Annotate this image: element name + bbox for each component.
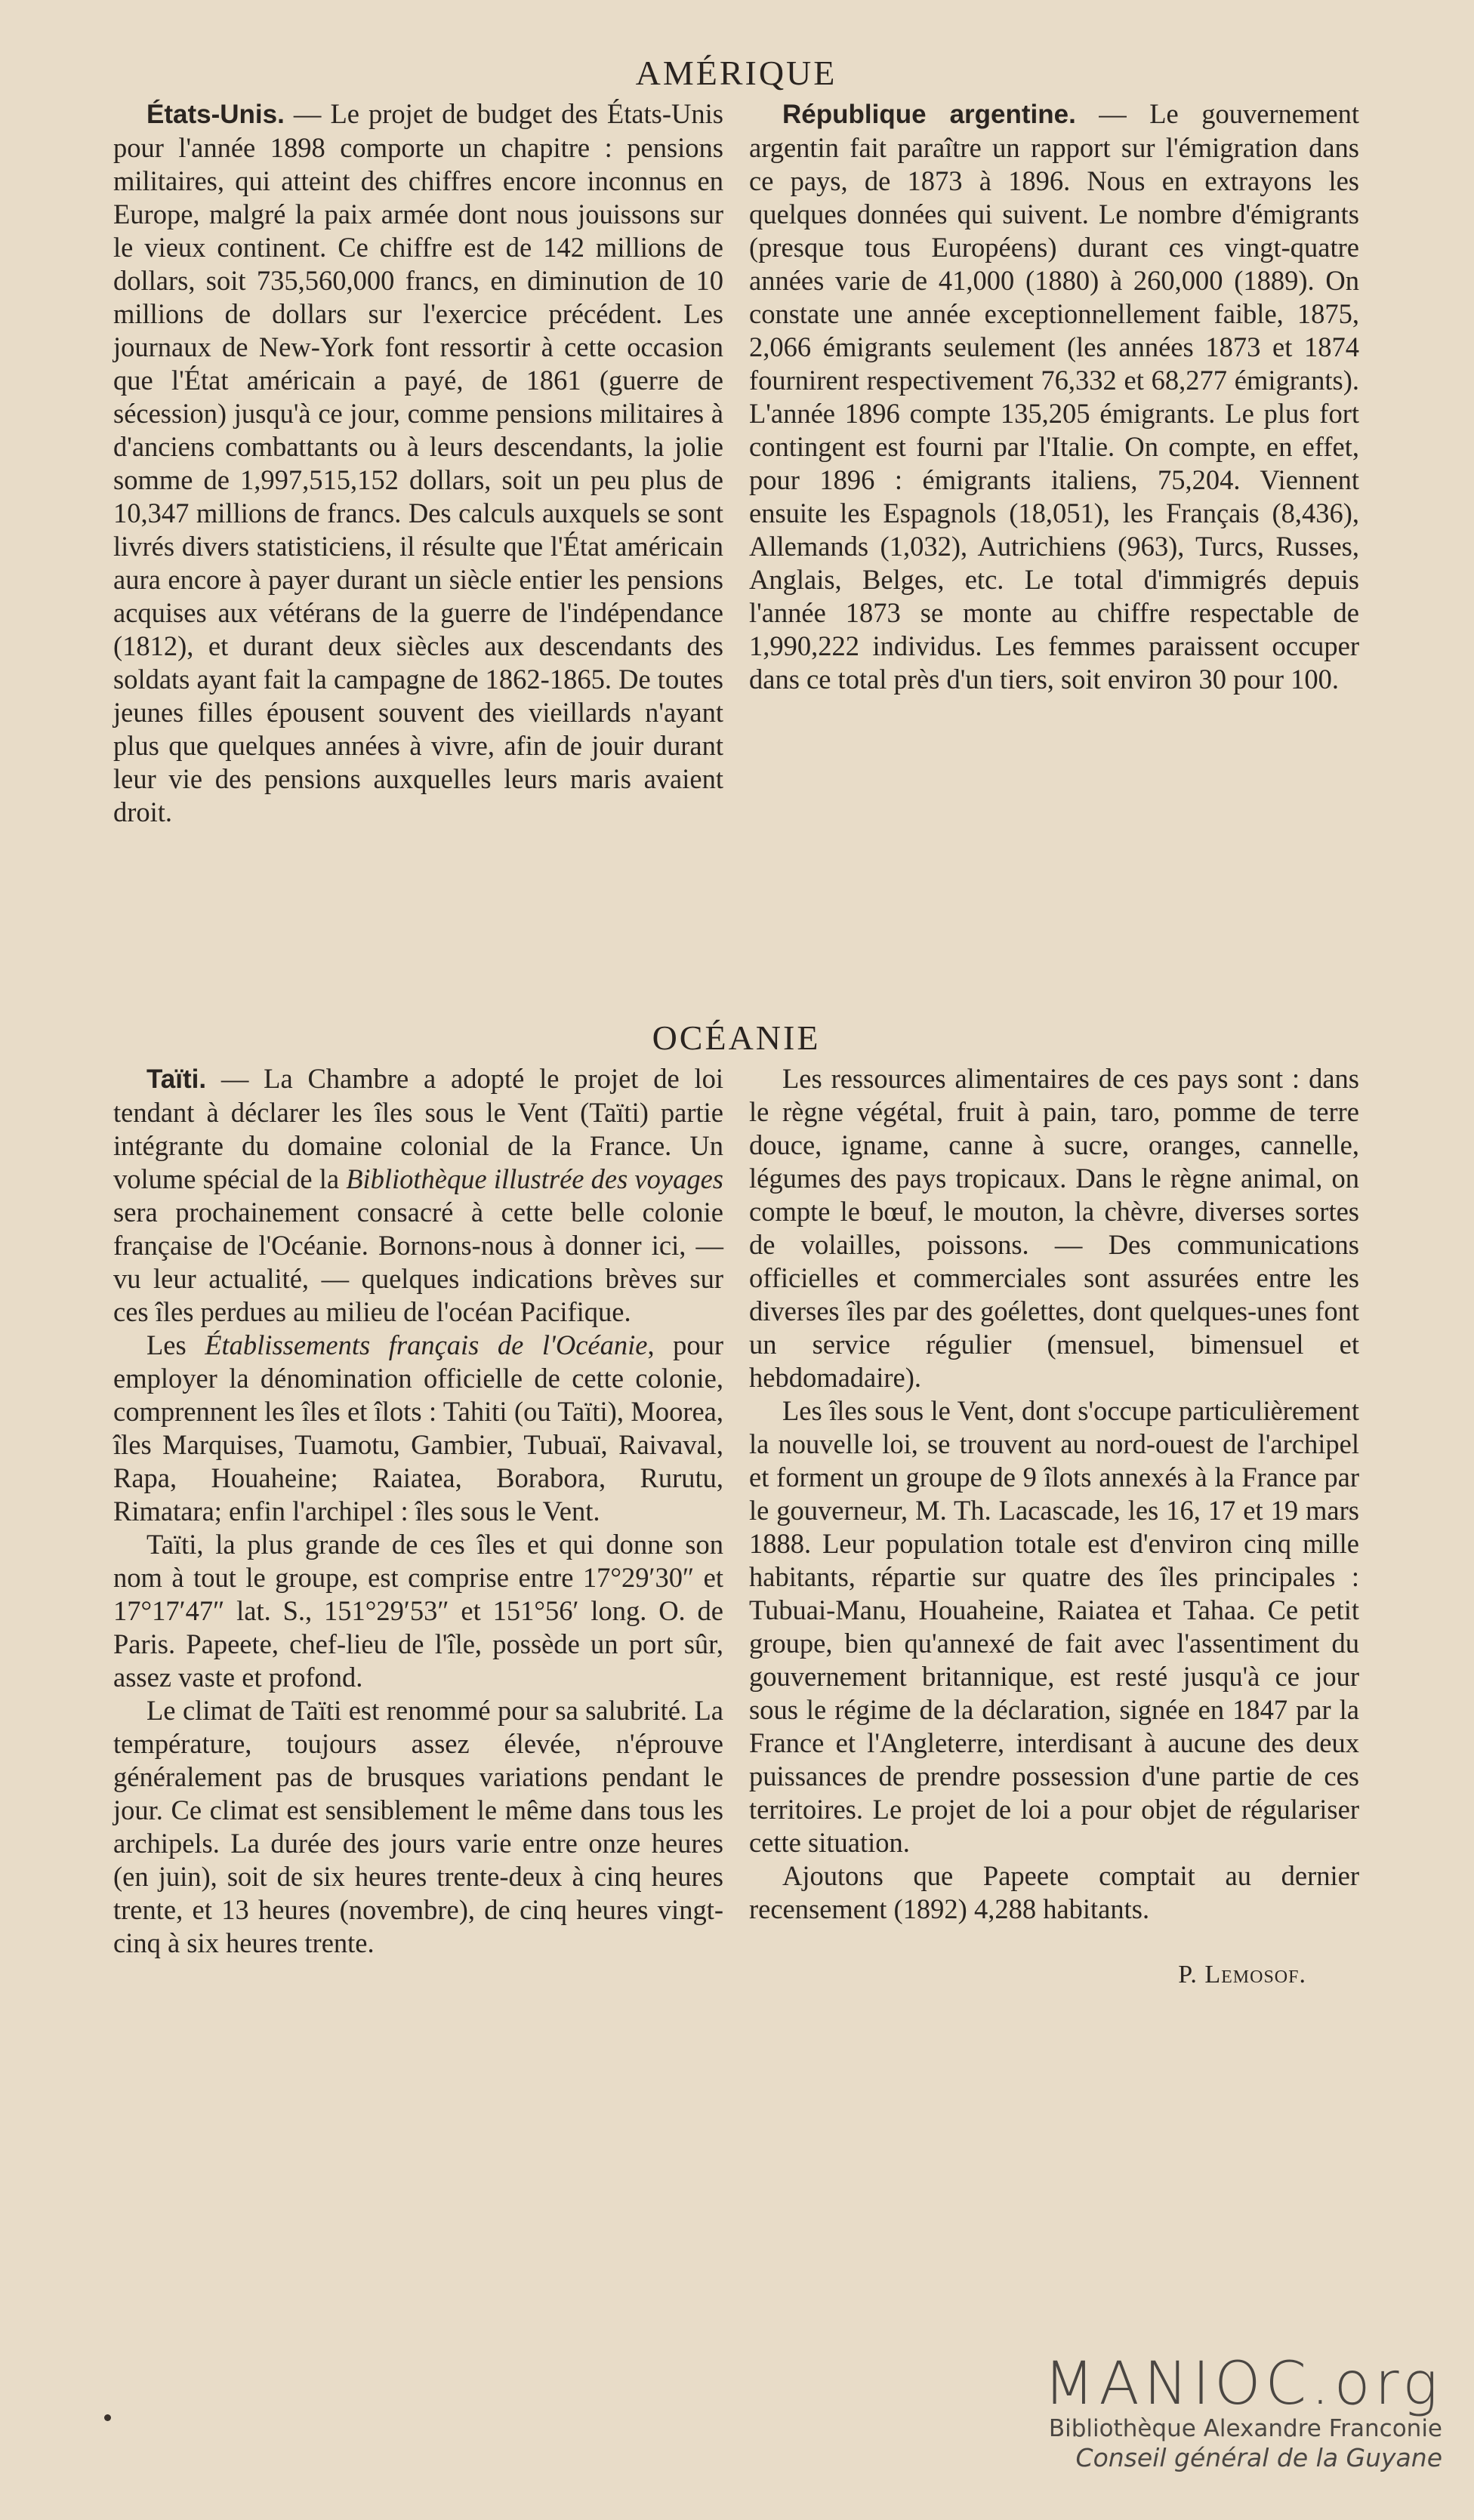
lead-taiti: Taïti. — [146, 1064, 207, 1094]
section-heading-amerique: AMÉRIQUE — [635, 54, 837, 92]
section-heading-oceanie: OCÉANIE — [652, 1018, 821, 1057]
text-etats-unis: — Le projet de budget des États-Unis pour l'année 1898 comporte un chapitre : pensions militaires, qui atteint des chiffres encore inconnus en Europe, malgré la paix armée dont nous jouissons sur le vieux continent. Ce chiffre est de 142 millions de dollars, soit 735,560,000 francs, en diminution de 10 millions de dollars sur l'exercice précédent. Les journaux de New-York font ressortir à cette occasion que l'État américain a payé, de 1861 (guerre de sécession) jusqu'à ce jour, comme pensions militaires à d'anciens combattants ou à leurs descendants, la jolie somme de 1,997,515,152 dollars, soit un peu plus de 10,347 millions de francs. Des calculs auxquels se sont livrés divers statisticiens, il résulte que l'État américain aura encore à payer durant un siècle entier les pensions acquises aux vétérans de la guerre de l'indépendance (1812), et durant deux siècles aux descendants des soldats ayant fait la campagne de 1862-1865. De toutes jeunes filles épousent souvent des vieillards n'ayant plus que quelques années à vivre, afin de jouir durant leur vie des pensions auxquelles leurs maris avaient droit. — [113, 98, 723, 827]
paragraph-etats-unis — [113, 97, 723, 829]
watermark-library: Bibliothèque Alexandre Franconie — [1048, 2415, 1442, 2442]
paragraph-papeete: Ajoutons que Papeete comptait au dernier recensement (1892) 4,288 habitants. — [749, 1860, 1359, 1924]
text-argentine: — Le gouvernement argentin fait paraître un rapport sur l'émigration dans ce pays, de 1873 à 1896. Nous en extrayons les quelques données qui suivent. Le nombre d'émigrants (presque tous Européens) durant ces vingt-quatre années varie de 41,000 (1880) à 260,000 (1889). On constate une année exceptionnellement faible, 1875, 2,066 émigrants seulement (les années 1873 et 1874 fournirent respectivement 76,332 et 68,277 émigrants). L'année 1896 compte 135,205 émigrants. Le plus fort contingent est fourni par l'Italie. On compte, en effet, pour 1896 : émigrants italiens, 75,204. Viennent ensuite les Espagnols (18,051), les Français (8,436), Allemands (1,032), Autrichiens (963), Turcs, Russes, Anglais, Belges, etc. Le total d'immigrés depuis l'année 1873 se monte au chiffre respectable de 1,990,222 individus. Les femmes paraissent occuper dans ce total près d'un tiers, soit environ 30 pour 100. — [749, 98, 1359, 695]
paragraph-iles-sous-le-vent: Les îles sous le Vent, dont s'occupe particulièrement la nouvelle loi, se trouvent au nord-ouest de l'archipel et forment un groupe de 9 îlots annexés à la France par le gouverneur, M. Th. Lacascade, les 16, 17 et 19 mars 1888. Leur population totale est d'environ cinq mille habitants, répartie sur quatre des îles principales : Tubuai-Manu, Houaheine, Raiatea et Tahaa. Ce petit groupe, bien qu'annexé de fait avec l'assentiment du gouvernement britannique, est resté jusqu'à ce jour sous le régime de la déclaration, signée en 1847 par la France et l'Angleterre, interdisant à aucune des deux puissances de prendre possession d'une partie de ces territoires. Le projet de loi a pour objet de régulariser cette situation. — [749, 1395, 1359, 1858]
text-taiti-intro-a: — La Chambre a adopté le projet de loi tendant à déclarer les îles sous le Vent (Taïti) partie intégrante du domaine colonial de la France. Un volume spécial de la — [113, 1063, 723, 1194]
lead-argentine: République argentine. — [782, 100, 1076, 129]
text-bibliotheque-title: Bibliothèque illustrée des voyages — [346, 1163, 723, 1194]
ink-dot — [104, 2414, 111, 2421]
column-left-oceanie — [113, 1062, 723, 1989]
paragraph-ressources: Les ressources alimentaires de ces pays sont : dans le règne végétal, fruit à pain, taro, pomme de terre douce, igname, canne à sucre, oranges, cannelle, légumes des pays tropicaux. Dans le règne animal, on compte le bœuf, le mouton, la chèvre, diverses sortes de volailles, poissons. — Des communications officielles et commerciales sont assurées entre les diverses îles par des goélettes, dont quelques-unes font un service régulier (mensuel, bimensuel et hebdomadaire). — [749, 1063, 1359, 1393]
columns-oceanie — [113, 1062, 1359, 1989]
watermark — [1044, 2350, 1442, 2473]
lead-etats-unis: États-Unis. — [146, 100, 285, 129]
paragraph-taiti-geographie: Taïti, la plus grande de ces îles et qui donne son nom à tout le groupe, est comprise entre 17°29′30″ et 17°17′47″ lat. S., 151°29′53″ et 151°56′ long. O. de Paris. Papeete, chef-lieu de l'île, possède un port sûr, assez vaste et profond. — [113, 1529, 723, 1693]
columns-amerique — [113, 97, 1359, 1015]
column-left — [113, 97, 723, 1015]
paragraph-argentine — [749, 97, 1359, 696]
text-etablissements-title: Établissements français de l'Océanie — [205, 1329, 648, 1360]
text-etablissements-a: Les — [146, 1329, 205, 1360]
paragraph-climat: Le climat de Taïti est renommé pour sa salubrité. La température, toujours assez élevée, n'éprouve généralement pas de brusques variations pendant le jour. Ce climat est sensiblement le même dans tous les archipels. La durée des jours varie entre onze heures (en juin), soit de six heures trente-deux à cinq heures trente, et 13 heures (novembre), de cinq heures vingt-cinq à six heures trente. — [113, 1695, 723, 1958]
paragraph-etablissements — [113, 1329, 723, 1528]
paragraph-taiti-intro — [113, 1062, 723, 1329]
manioc-logo: MANIOC.org — [1044, 2350, 1442, 2418]
text-taiti-intro-b: sera prochainement consacré à cette belle colonie française de l'Océanie. Bornons-nous à donner ici, — vu leur actualité, — quelques indications brèves sur ces îles perdues au milieu de l'océan Pacifique. — [113, 1197, 723, 1327]
signature: P. Lemosof. — [1178, 1961, 1306, 1989]
watermark-council: Conseil général de la Guyane — [1075, 2443, 1442, 2472]
column-right — [749, 97, 1359, 1015]
page — [113, 53, 1359, 1989]
column-right-oceanie — [749, 1062, 1359, 1989]
text-etablissements-b: , pour employer la dénomination officielle de cette colonie, comprennent les îles et îlots : Tahiti (ou Taïti), Moorea, îles Marquises, Tuamotu, Gambier, Tubuaï, Raivaval, Rapa, Houaheine; Raiatea, Borabora, Rurutu, Rimatara; enfin l'archipel : îles sous le Vent. — [113, 1329, 724, 1526]
